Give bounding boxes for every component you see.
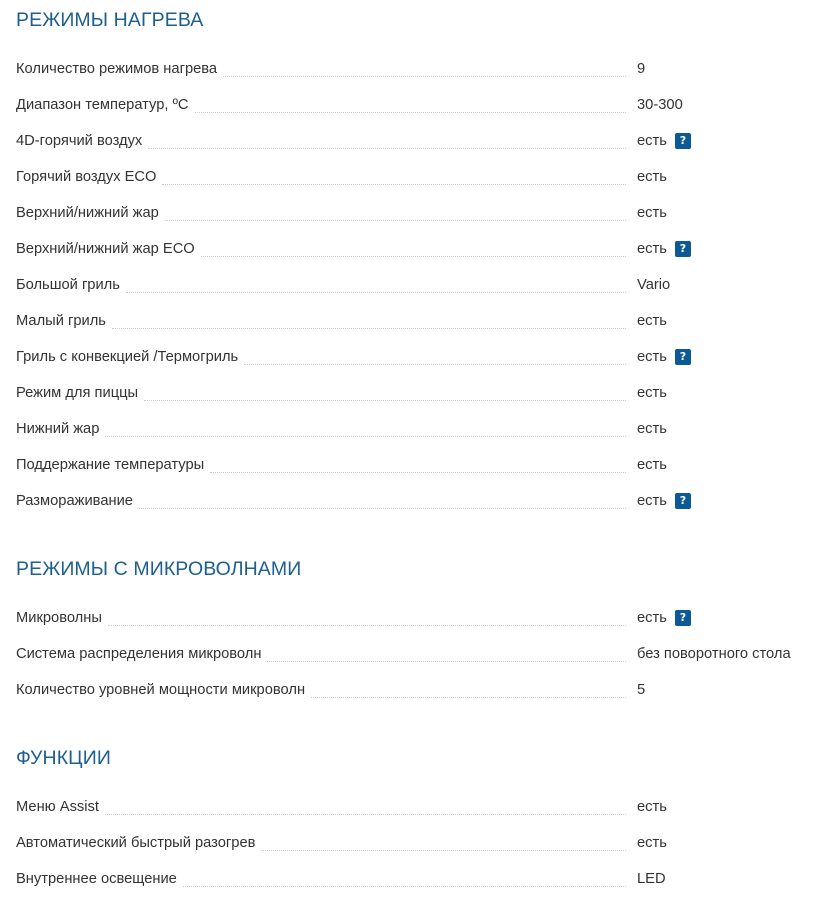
spec-section [16, 744, 816, 887]
spec-row [16, 203, 816, 227]
spec-row [16, 680, 816, 704]
spec-value-cell [637, 680, 645, 700]
spec-value-cell [637, 59, 645, 79]
spec-label: Количество уровней мощности микроволн [16, 680, 309, 700]
dotted-leader [223, 76, 626, 77]
spec-value-cell [637, 131, 691, 151]
spec-label: Большой гриль [16, 275, 124, 295]
spec-value: есть [637, 313, 667, 329]
dotted-leader [162, 184, 626, 185]
spec-label: Микроволны [16, 608, 106, 628]
spec-value-cell [637, 311, 667, 331]
spec-label: Количество режимов нагрева [16, 59, 221, 79]
spec-section [16, 6, 816, 509]
spec-label: Верхний/нижний жар [16, 203, 163, 223]
dotted-leader [195, 112, 626, 113]
spec-value-cell [637, 608, 691, 628]
section-title: ФУНКЦИИ [16, 747, 111, 769]
spec-row [16, 347, 816, 371]
spec-value: 9 [637, 61, 646, 77]
spec-value: 5 [637, 682, 646, 698]
spec-row [16, 95, 816, 119]
spec-row [16, 455, 816, 479]
spec-row [16, 383, 816, 407]
spec-label: Верхний/нижний жар ECO [16, 239, 199, 259]
dotted-leader [261, 850, 626, 851]
spec-value: LED [637, 871, 666, 887]
spec-value: без поворотного стола [637, 646, 791, 662]
spec-row [16, 131, 816, 155]
spec-label: Режим для пиццы [16, 383, 142, 403]
dotted-leader [311, 697, 626, 698]
question-icon[interactable]: ? [675, 493, 691, 509]
question-icon[interactable]: ? [675, 133, 691, 149]
dotted-leader [165, 220, 626, 221]
spec-value-cell [637, 419, 667, 439]
spec-row [16, 239, 816, 263]
question-icon[interactable]: ? [675, 241, 691, 257]
dotted-leader [139, 508, 626, 509]
spec-label: Диапазон температур, ºC [16, 95, 193, 115]
spec-label: Малый гриль [16, 311, 110, 331]
spec-label: Автоматический быстрый разогрев [16, 833, 259, 853]
spec-value: есть [637, 835, 667, 851]
dotted-leader [244, 364, 626, 365]
spec-label: Размораживание [16, 491, 137, 511]
dotted-leader [126, 292, 626, 293]
spec-value-cell [637, 491, 691, 511]
spec-row [16, 311, 816, 335]
spec-value: есть [637, 385, 667, 401]
spec-row [16, 491, 816, 515]
spec-value: есть [637, 457, 667, 473]
spec-value: есть [637, 799, 667, 815]
dotted-leader [148, 148, 626, 149]
spec-value: есть [637, 421, 667, 437]
spec-value-cell [637, 203, 667, 223]
spec-label: Гриль с конвекцией /Термогриль [16, 347, 242, 367]
spec-value-cell [637, 239, 691, 259]
spec-value-cell [637, 869, 666, 889]
dotted-leader [112, 328, 626, 329]
spec-value: есть [637, 349, 667, 365]
spec-section [16, 555, 816, 698]
spec-row [16, 644, 816, 668]
spec-label: Поддержание температуры [16, 455, 208, 475]
dotted-leader [183, 886, 626, 887]
spec-value-cell [637, 275, 670, 295]
section-title: РЕЖИМЫ С МИКРОВОЛНАМИ [16, 558, 302, 580]
spec-value: есть [637, 133, 667, 149]
spec-row [16, 419, 816, 443]
spec-value-cell [637, 797, 667, 817]
spec-value-cell [637, 644, 791, 664]
section-title: РЕЖИМЫ НАГРЕВА [16, 9, 204, 31]
spec-value-cell [637, 95, 683, 115]
spec-value: Vario [637, 277, 671, 293]
question-icon[interactable]: ? [675, 349, 691, 365]
spec-value-cell [637, 167, 667, 187]
spec-row [16, 59, 816, 83]
spec-row [16, 869, 816, 893]
spec-label: Система распределения микроволн [16, 644, 265, 664]
spec-row [16, 275, 816, 299]
dotted-leader [108, 625, 626, 626]
dotted-leader [210, 472, 626, 473]
spec-row [16, 797, 816, 821]
dotted-leader [105, 436, 626, 437]
spec-value: есть [637, 610, 667, 626]
dotted-leader [144, 400, 626, 401]
spec-label: Внутреннее освещение [16, 869, 181, 889]
spec-value: есть [637, 205, 667, 221]
dotted-leader [105, 814, 626, 815]
spec-label: 4D-горячий воздух [16, 131, 146, 151]
spec-value-cell [637, 833, 667, 853]
spec-label: Нижний жар [16, 419, 103, 439]
spec-value-cell [637, 455, 667, 475]
spec-label: Горячий воздух ECO [16, 167, 160, 187]
question-icon[interactable]: ? [675, 610, 691, 626]
spec-value-cell [637, 383, 667, 403]
dotted-leader [201, 256, 626, 257]
spec-row [16, 833, 816, 857]
spec-value: 30-300 [637, 97, 683, 113]
spec-row [16, 167, 816, 191]
spec-row [16, 608, 816, 632]
spec-value: есть [637, 493, 667, 509]
spec-value: есть [637, 241, 667, 257]
spec-label: Меню Assist [16, 797, 103, 817]
dotted-leader [267, 661, 626, 662]
spec-value-cell [637, 347, 691, 367]
spec-value: есть [637, 169, 667, 185]
